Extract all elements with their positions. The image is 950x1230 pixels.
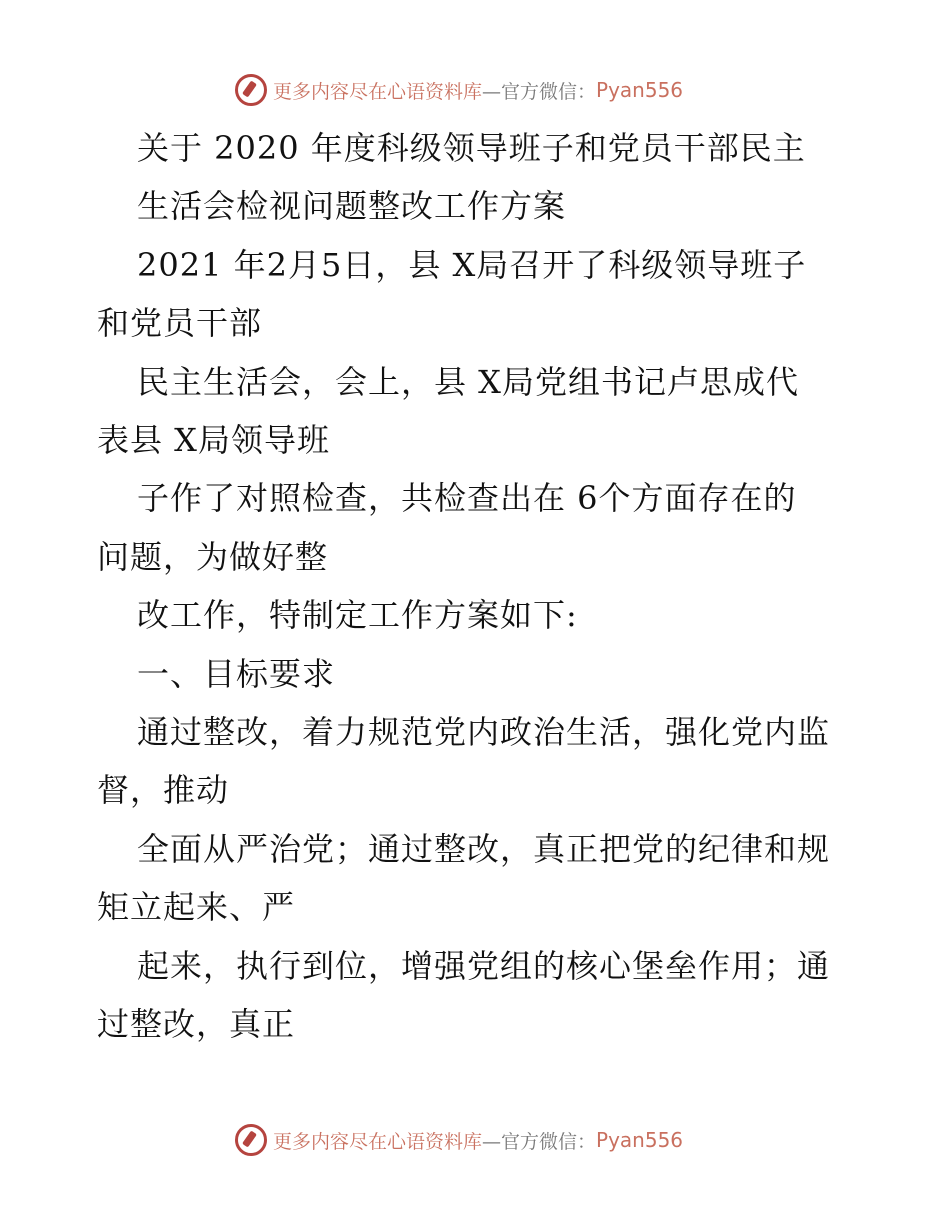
paragraph-line: 一、目标要求 [137, 654, 336, 693]
paragraph-line: 通过整改，着力规范党内政治生活，强化党内监 [137, 713, 831, 751]
header-watermark [235, 72, 683, 108]
paragraph-line: 起来，执行到位，增强党组的核心堡垒作用；通 [137, 946, 831, 985]
paragraph-line: 督，推动 [97, 771, 230, 810]
paragraph-line: 2021 年2月5日，县 X局召开了科级领导班子 [137, 245, 807, 284]
paragraph-line: 过整改，真正 [97, 1005, 296, 1043]
paragraph-line: 表县 X局领导班 [97, 421, 330, 459]
pen-logo-icon [235, 1124, 267, 1156]
watermark-sep: —官方微信： [482, 1130, 597, 1153]
document-title-line: 生活会检视问题整改工作方案 [137, 187, 567, 226]
watermark-text: 更多内容尽在心语资料库 [273, 1130, 483, 1153]
watermark-id: Pyan556 [596, 78, 684, 102]
paragraph-line: 全面从严治党；通过整改，真正把党的纪律和规 [137, 829, 831, 868]
watermark-sep: —官方微信： [482, 80, 597, 103]
paragraph-line: 民主生活会，会上，县 X局党组书记卢思成代 [137, 362, 799, 401]
paragraph-line: 矩立起来、严 [97, 888, 296, 927]
paragraph-line: 问题，为做好整 [97, 537, 329, 576]
watermark-id: Pyan556 [596, 1128, 684, 1152]
footer-watermark [235, 1122, 683, 1158]
paragraph-line: 和党员干部 [97, 304, 263, 343]
document-title-line: 关于 2020 年度科级领导班子和党员干部民主 [137, 129, 806, 167]
paragraph-line: 子作了对照检查，共检查出在 6个方面存在的 [137, 479, 797, 518]
pen-logo-icon [235, 74, 267, 106]
watermark-text: 更多内容尽在心语资料库 [273, 80, 483, 103]
paragraph-line: 改工作，特制定工作方案如下: [137, 596, 578, 635]
